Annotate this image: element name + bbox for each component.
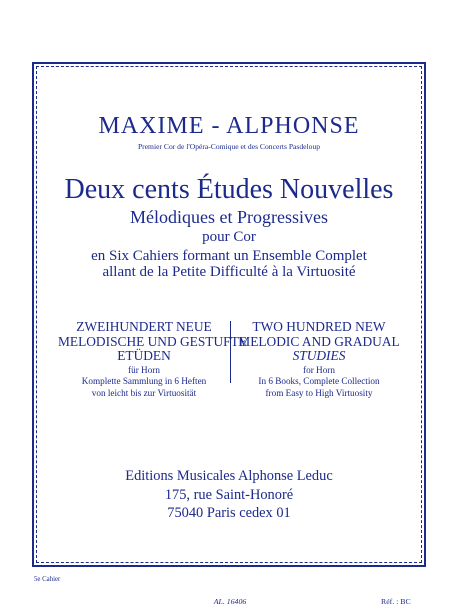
german-line-1: ZWEIHUNDERT NEUE xyxy=(76,319,212,334)
english-line-3: STUDIES xyxy=(292,348,346,363)
reference-code: Réf. : BC xyxy=(381,597,411,606)
work-title: Deux cents Études Nouvelles xyxy=(64,174,394,205)
english-line-4: for Horn xyxy=(303,364,335,375)
german-line-3: ETÜDEN xyxy=(117,348,171,363)
publisher-city: 75040 Paris cedex 01 xyxy=(167,505,291,521)
german-line-5: Komplette Sammlung in 6 Heften xyxy=(81,376,207,386)
work-subtitle: Mélodiques et Progressives xyxy=(130,207,328,227)
column-divider xyxy=(230,321,231,383)
english-line-6: from Easy to High Virtuosity xyxy=(265,387,373,398)
catalog-number: AL. 16406 xyxy=(213,597,247,606)
series-line-2: allant de la Petite Difficulté à la Virtuosité xyxy=(102,264,356,280)
english-description xyxy=(233,320,405,399)
instrument-line: pour Cor xyxy=(202,229,256,245)
english-line-2: MELODIC AND GRADUAL xyxy=(238,333,400,349)
publisher-block xyxy=(36,467,422,523)
german-line-4: für Horn xyxy=(128,364,160,375)
german-line-6: von leicht bis zur Virtuosität xyxy=(91,387,197,398)
german-line-2: MELODISCHE UND GESTUFTE xyxy=(58,333,247,349)
series-line-1: en Six Cahiers formant un Ensemble Complet xyxy=(91,248,367,264)
english-line-5: In 6 Books, Complete Collection xyxy=(258,376,380,386)
publisher-street: 175, rue Saint-Honoré xyxy=(164,486,294,503)
volume-label: 5e Cahier xyxy=(34,576,61,583)
german-description xyxy=(58,319,247,399)
english-line-1: TWO HUNDRED NEW xyxy=(252,319,386,334)
author-subtitle: Premier Cor de l'Opéra-Comique et des Concerts Pasdeloup xyxy=(137,142,321,151)
publisher-name: Editions Musicales Alphonse Leduc xyxy=(125,468,333,484)
author-name: MAXIME - ALPHONSE xyxy=(98,113,360,139)
